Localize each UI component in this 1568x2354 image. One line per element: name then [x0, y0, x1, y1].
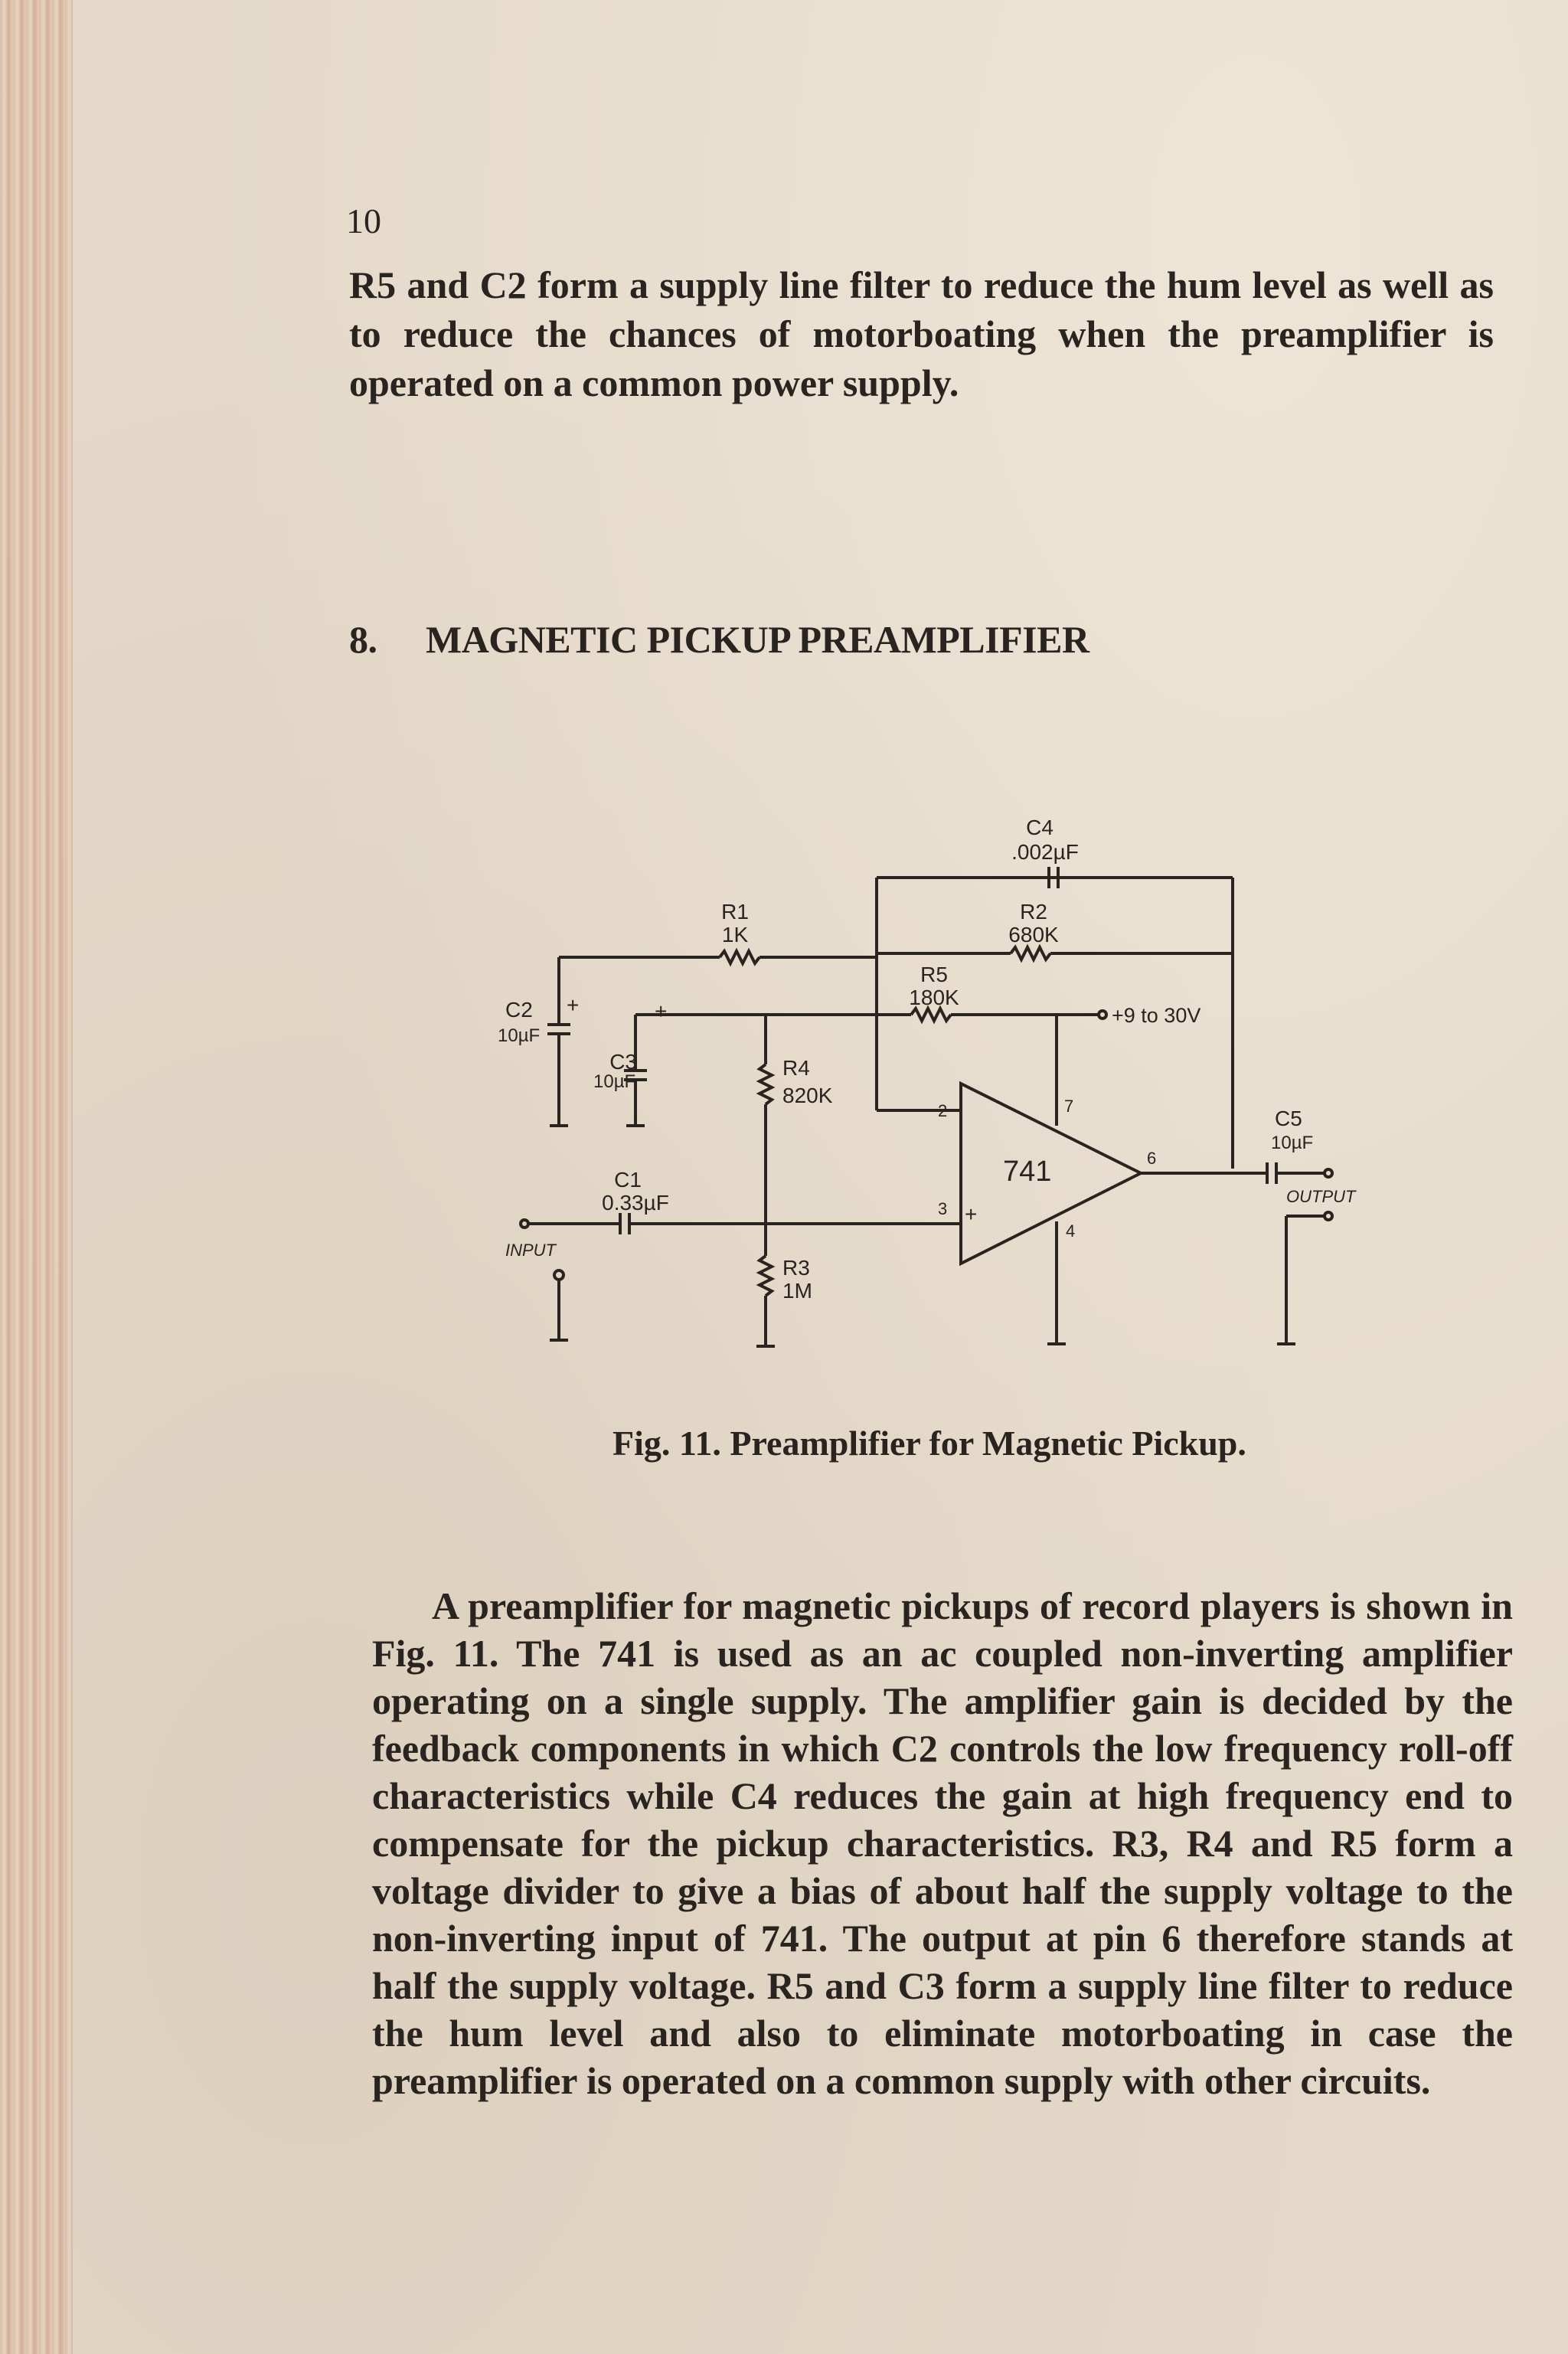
c2-name: C2: [505, 998, 533, 1022]
r3-name: R3: [782, 1256, 810, 1280]
section-title: MAGNETIC PICKUP PREAMPLIFIER: [426, 618, 1089, 661]
r2-name: R2: [1020, 900, 1047, 924]
pin-4: 4: [1066, 1221, 1076, 1241]
pin-6: 6: [1147, 1149, 1157, 1168]
r1-name: R1: [721, 900, 749, 924]
c2-polarity: +: [567, 993, 580, 1017]
c5-name: C5: [1275, 1107, 1302, 1130]
output-label: OUTPUT: [1286, 1187, 1356, 1206]
body-paragraph: A preamplifier for magnetic pickups of record players is shown in Fig. 11. The 741 is used as an ac coupled non-inverting amplifier operating on a single supply. The amplifier gain is decided by the feedback components in which C2 controls the low frequency roll-off characteristics while C4 reduces the gain at high frequency end to compensate for the pickup characteristics. R3, R4 and R5 form a voltage divider to give a bias of about half the supply voltage to the non-inverting input of 741. The output at pin 6 therefore stands at half the supply voltage. R5 and C3 form a supply line filter to reduce the hum level and also to eliminate motorboating in case the preamplifier is operated on a common supply with other circuits.: [372, 1584, 1513, 2102]
c2-value: 10µF: [498, 1025, 541, 1046]
r3-value: 1M: [782, 1279, 812, 1303]
c5-value: 10µF: [1271, 1133, 1314, 1153]
c1-value: 0.33µF: [602, 1191, 669, 1215]
circuit-diagram: [482, 804, 1401, 1401]
page-binding-edge: [0, 0, 73, 2354]
c3-polarity: +: [655, 999, 668, 1023]
page-number: 10: [346, 201, 381, 240]
ground-symbols: [550, 1126, 1295, 1346]
figure-caption: Fig. 11. Preamplifier for Magnetic Pickup.: [612, 1424, 1246, 1463]
opamp-label: 741: [1003, 1156, 1052, 1188]
section-number: 8.: [349, 618, 377, 661]
r5-name: R5: [920, 963, 948, 986]
circuit-wires: [521, 868, 1332, 1346]
r1-value: 1K: [721, 923, 749, 947]
c3-value: 10µF: [593, 1071, 636, 1092]
input-label: INPUT: [505, 1241, 556, 1260]
r4-name: R4: [782, 1056, 810, 1080]
r4-value: 820K: [782, 1084, 833, 1107]
noninverting-plus: +: [965, 1202, 978, 1226]
c4-value: .002µF: [1011, 840, 1079, 864]
c3-name: C3: [609, 1050, 637, 1074]
pin-3: 3: [938, 1199, 948, 1218]
intro-paragraph: R5 and C2 form a supply line filter to reduce the hum level as well as to reduce the chances of motorboating when the preamplifier is operated on a common power supply.: [349, 263, 1494, 404]
pin-7: 7: [1064, 1097, 1074, 1116]
pin-2: 2: [938, 1101, 948, 1120]
r2-value: 680K: [1008, 923, 1059, 947]
section-heading: [349, 617, 1089, 662]
supply-voltage: +9 to 30V: [1112, 1004, 1201, 1027]
r5-value: 180K: [909, 986, 959, 1009]
c1-name: C1: [614, 1168, 642, 1192]
c4-name: C4: [1026, 816, 1054, 839]
